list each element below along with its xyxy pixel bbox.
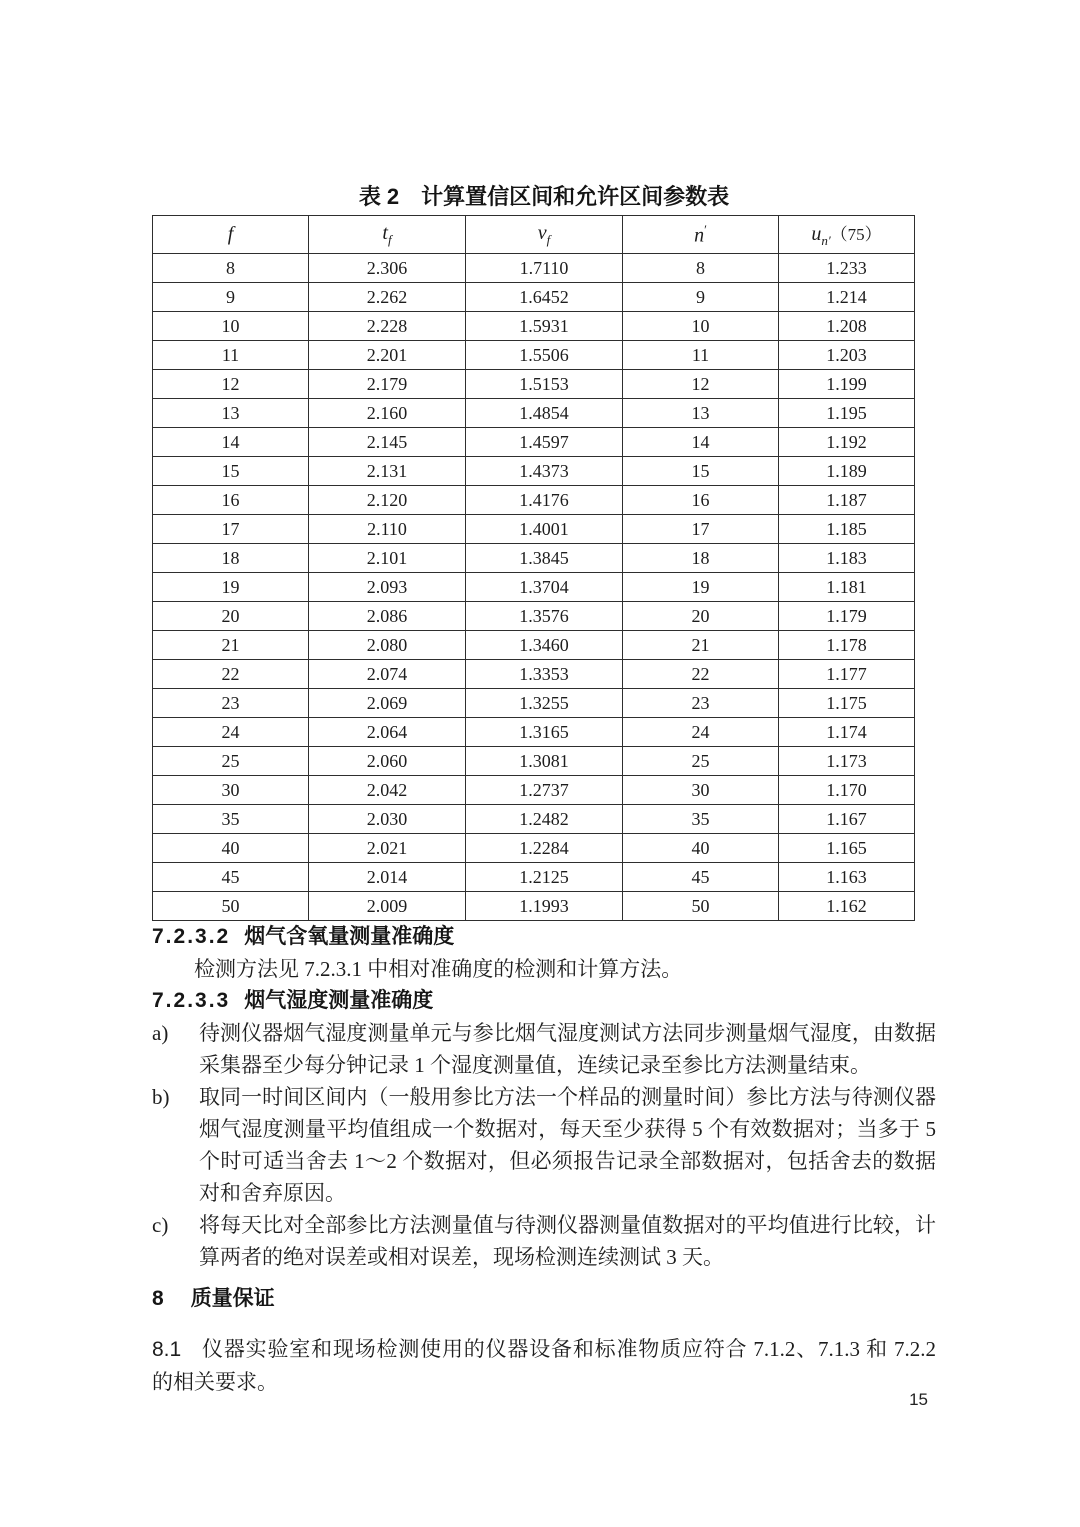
subscript-f: f — [546, 231, 551, 247]
table-cell: 8 — [623, 254, 779, 283]
table-cell: 13 — [153, 399, 309, 428]
table-cell: 1.4597 — [466, 428, 623, 457]
list-marker: a) — [152, 1021, 169, 1045]
symbol-u: u — [811, 223, 822, 245]
clause-text: 仪器实验室和现场检测使用的仪器设备和标准物质应符合 7.1.2、7.1.3 和 7.2.2 的相关要求。 — [152, 1337, 936, 1394]
table-cell: 2.201 — [309, 341, 466, 370]
table-cell: 35 — [623, 805, 779, 834]
table-cell: 1.178 — [779, 631, 915, 660]
table-cell: 1.5153 — [466, 370, 623, 399]
table-row — [153, 602, 915, 631]
table-cell: 1.162 — [779, 892, 915, 921]
table-row — [153, 457, 915, 486]
table-cell: 1.183 — [779, 544, 915, 573]
table-cell: 2.060 — [309, 747, 466, 776]
table-cell: 23 — [153, 689, 309, 718]
table-cell: 40 — [623, 834, 779, 863]
table-cell: 14 — [153, 428, 309, 457]
table-cell: 25 — [623, 747, 779, 776]
symbol-n: n — [694, 224, 705, 247]
header-suffix-75: （75） — [830, 225, 882, 244]
table-cell: 1.179 — [779, 602, 915, 631]
table-row — [153, 718, 915, 747]
table-cell: 9 — [623, 283, 779, 312]
table-cell: 23 — [623, 689, 779, 718]
symbol-f: f — [227, 223, 234, 245]
section-number: 8 — [152, 1287, 164, 1310]
table-row — [153, 370, 915, 399]
table-cell: 25 — [153, 747, 309, 776]
table-cell: 2.014 — [309, 863, 466, 892]
section-number: 7.2.3.3 — [152, 989, 231, 1012]
table-cell: 45 — [623, 863, 779, 892]
subscript-n-prime: n′ — [821, 233, 831, 248]
table-row — [153, 515, 915, 544]
table-cell: 40 — [153, 834, 309, 863]
table-cell: 12 — [623, 370, 779, 399]
table-cell: 30 — [623, 776, 779, 805]
list-item-c — [152, 1209, 936, 1273]
list-marker: c) — [152, 1213, 169, 1237]
subscript-f: f — [387, 231, 392, 247]
table-cell: 1.208 — [779, 312, 915, 341]
table-row — [153, 892, 915, 921]
table-cell: 11 — [153, 341, 309, 370]
table-cell: 1.3704 — [466, 573, 623, 602]
table-cell: 30 — [153, 776, 309, 805]
table-title: 表 2 计算置信区间和允许区间参数表 — [358, 184, 730, 209]
table-cell: 1.3460 — [466, 631, 623, 660]
list-text: 将每天比对全部参比方法测量值与待测仪器测量值数据对的平均值进行比较，计算两者的绝对误差或相对误差，现场检测连续测试 3 天。 — [199, 1213, 936, 1269]
table-cell: 1.4854 — [466, 399, 623, 428]
table-row — [153, 283, 915, 312]
table-row — [153, 689, 915, 718]
table-cell: 1.185 — [779, 515, 915, 544]
table-cell: 2.131 — [309, 457, 466, 486]
table-cell: 2.086 — [309, 602, 466, 631]
table-row — [153, 776, 915, 805]
table-cell: 1.7110 — [466, 254, 623, 283]
table-cell: 21 — [623, 631, 779, 660]
table-row — [153, 428, 915, 457]
table-cell: 2.074 — [309, 660, 466, 689]
table-cell: 1.3255 — [466, 689, 623, 718]
table-cell: 24 — [153, 718, 309, 747]
section-title: 烟气含氧量测量准确度 — [244, 925, 455, 948]
table-cell: 1.177 — [779, 660, 915, 689]
prime-mark: ′ — [704, 221, 707, 237]
column-header-tf — [309, 216, 466, 254]
section-number: 7.2.3.2 — [152, 925, 231, 948]
table-cell: 1.3165 — [466, 718, 623, 747]
table-cell: 2.030 — [309, 805, 466, 834]
list-marker: b) — [152, 1085, 170, 1109]
column-header-n-prime — [623, 216, 779, 254]
table-cell: 2.042 — [309, 776, 466, 805]
table-cell: 21 — [153, 631, 309, 660]
symbol-v: v — [537, 221, 547, 244]
table-cell: 15 — [153, 457, 309, 486]
table-row — [153, 805, 915, 834]
table-cell: 2.021 — [309, 834, 466, 863]
table-cell: 50 — [153, 892, 309, 921]
list-text: 待测仪器烟气湿度测量单元与参比烟气湿度测试方法同步测量烟气湿度，由数据采集器至少每分钟记录 1 个湿度测量值，连续记录至参比方法测量结束。 — [199, 1021, 936, 1077]
table-row — [153, 312, 915, 341]
list-item-b — [152, 1081, 936, 1209]
table-row — [153, 544, 915, 573]
table-row — [153, 863, 915, 892]
table-cell: 19 — [623, 573, 779, 602]
section-heading-7-2-3-3 — [152, 985, 936, 1017]
table-cell: 1.165 — [779, 834, 915, 863]
table-cell: 1.6452 — [466, 283, 623, 312]
clause-number: 8.1 — [152, 1338, 182, 1361]
list-item-a — [152, 1017, 936, 1081]
table-row — [153, 834, 915, 863]
table-cell: 10 — [153, 312, 309, 341]
table-cell: 10 — [623, 312, 779, 341]
table-cell: 1.189 — [779, 457, 915, 486]
column-header-vf — [466, 216, 623, 254]
table-cell: 1.5506 — [466, 341, 623, 370]
table-cell: 2.110 — [309, 515, 466, 544]
table-cell: 24 — [623, 718, 779, 747]
table-row — [153, 573, 915, 602]
parameters-table — [152, 215, 915, 921]
section-title: 烟气湿度测量准确度 — [244, 989, 434, 1012]
table-cell: 2.306 — [309, 254, 466, 283]
table-row — [153, 660, 915, 689]
table-cell: 2.228 — [309, 312, 466, 341]
column-header-un75 — [779, 216, 915, 254]
table-cell: 1.163 — [779, 863, 915, 892]
table-cell: 1.3845 — [466, 544, 623, 573]
table-cell: 1.3576 — [466, 602, 623, 631]
table-row — [153, 341, 915, 370]
list-text: 取同一时间区间内（一般用参比方法一个样品的测量时间）参比方法与待测仪器烟气湿度测量平均值组成一个数据对，每天至少获得 5 个有效数据对；当多于 5 个时可适当舍去 1～2 个数据对，但必须报告记录全部数据对，包括舍去的数据对和舍弃原因。 — [199, 1085, 936, 1205]
table-row — [153, 486, 915, 515]
table-cell: 1.170 — [779, 776, 915, 805]
table-row — [153, 399, 915, 428]
table-cell: 13 — [623, 399, 779, 428]
table-row — [153, 631, 915, 660]
table-cell: 16 — [153, 486, 309, 515]
table-cell: 1.4373 — [466, 457, 623, 486]
table-cell: 1.2737 — [466, 776, 623, 805]
table-cell: 1.192 — [779, 428, 915, 457]
table-body — [153, 254, 915, 921]
table-cell: 1.199 — [779, 370, 915, 399]
table-cell: 2.101 — [309, 544, 466, 573]
table-cell: 9 — [153, 283, 309, 312]
table-cell: 45 — [153, 863, 309, 892]
table-cell: 12 — [153, 370, 309, 399]
table-cell: 1.2284 — [466, 834, 623, 863]
table-cell: 2.069 — [309, 689, 466, 718]
table-row — [153, 254, 915, 283]
table-cell: 1.233 — [779, 254, 915, 283]
section-heading-7-2-3-2 — [152, 921, 936, 953]
table-cell: 14 — [623, 428, 779, 457]
table-cell: 1.214 — [779, 283, 915, 312]
table-cell: 1.173 — [779, 747, 915, 776]
table-cell: 1.174 — [779, 718, 915, 747]
table-cell: 1.187 — [779, 486, 915, 515]
table-cell: 35 — [153, 805, 309, 834]
table-cell: 1.203 — [779, 341, 915, 370]
table-cell: 1.2482 — [466, 805, 623, 834]
table-cell: 2.120 — [309, 486, 466, 515]
table-cell: 1.195 — [779, 399, 915, 428]
table-cell: 17 — [623, 515, 779, 544]
table-cell: 20 — [623, 602, 779, 631]
table-cell: 50 — [623, 892, 779, 921]
table-cell: 11 — [623, 341, 779, 370]
page-number: 15 — [909, 1390, 928, 1409]
paragraph-7-2-3-2: 检测方法见 7.2.3.1 中相对准确度的检测和计算方法。 — [194, 957, 683, 981]
table-cell: 2.179 — [309, 370, 466, 399]
column-header-f — [153, 216, 309, 254]
table-cell: 2.145 — [309, 428, 466, 457]
table-cell: 2.009 — [309, 892, 466, 921]
table-row — [153, 747, 915, 776]
table-cell: 8 — [153, 254, 309, 283]
header-row — [153, 216, 915, 254]
section-heading-8 — [152, 1283, 936, 1315]
table-cell: 2.064 — [309, 718, 466, 747]
table-cell: 1.4001 — [466, 515, 623, 544]
symbol-t: t — [382, 221, 388, 244]
paragraph-8-1 — [152, 1333, 936, 1398]
table-header — [153, 216, 915, 254]
table-cell: 2.160 — [309, 399, 466, 428]
table-cell: 18 — [623, 544, 779, 573]
section-title: 质量保证 — [190, 1287, 275, 1310]
table-cell: 1.175 — [779, 689, 915, 718]
table-cell: 1.2125 — [466, 863, 623, 892]
table-cell: 1.3081 — [466, 747, 623, 776]
table-cell: 2.093 — [309, 573, 466, 602]
table-cell: 16 — [623, 486, 779, 515]
table-cell: 22 — [623, 660, 779, 689]
table-cell: 22 — [153, 660, 309, 689]
table-cell: 1.167 — [779, 805, 915, 834]
table-cell: 2.262 — [309, 283, 466, 312]
table-cell: 17 — [153, 515, 309, 544]
table-cell: 1.1993 — [466, 892, 623, 921]
table-cell: 1.4176 — [466, 486, 623, 515]
table-cell: 1.5931 — [466, 312, 623, 341]
table-cell: 18 — [153, 544, 309, 573]
table-cell: 19 — [153, 573, 309, 602]
table-cell: 1.3353 — [466, 660, 623, 689]
table-cell: 15 — [623, 457, 779, 486]
table-cell: 20 — [153, 602, 309, 631]
table-cell: 1.181 — [779, 573, 915, 602]
table-cell: 2.080 — [309, 631, 466, 660]
